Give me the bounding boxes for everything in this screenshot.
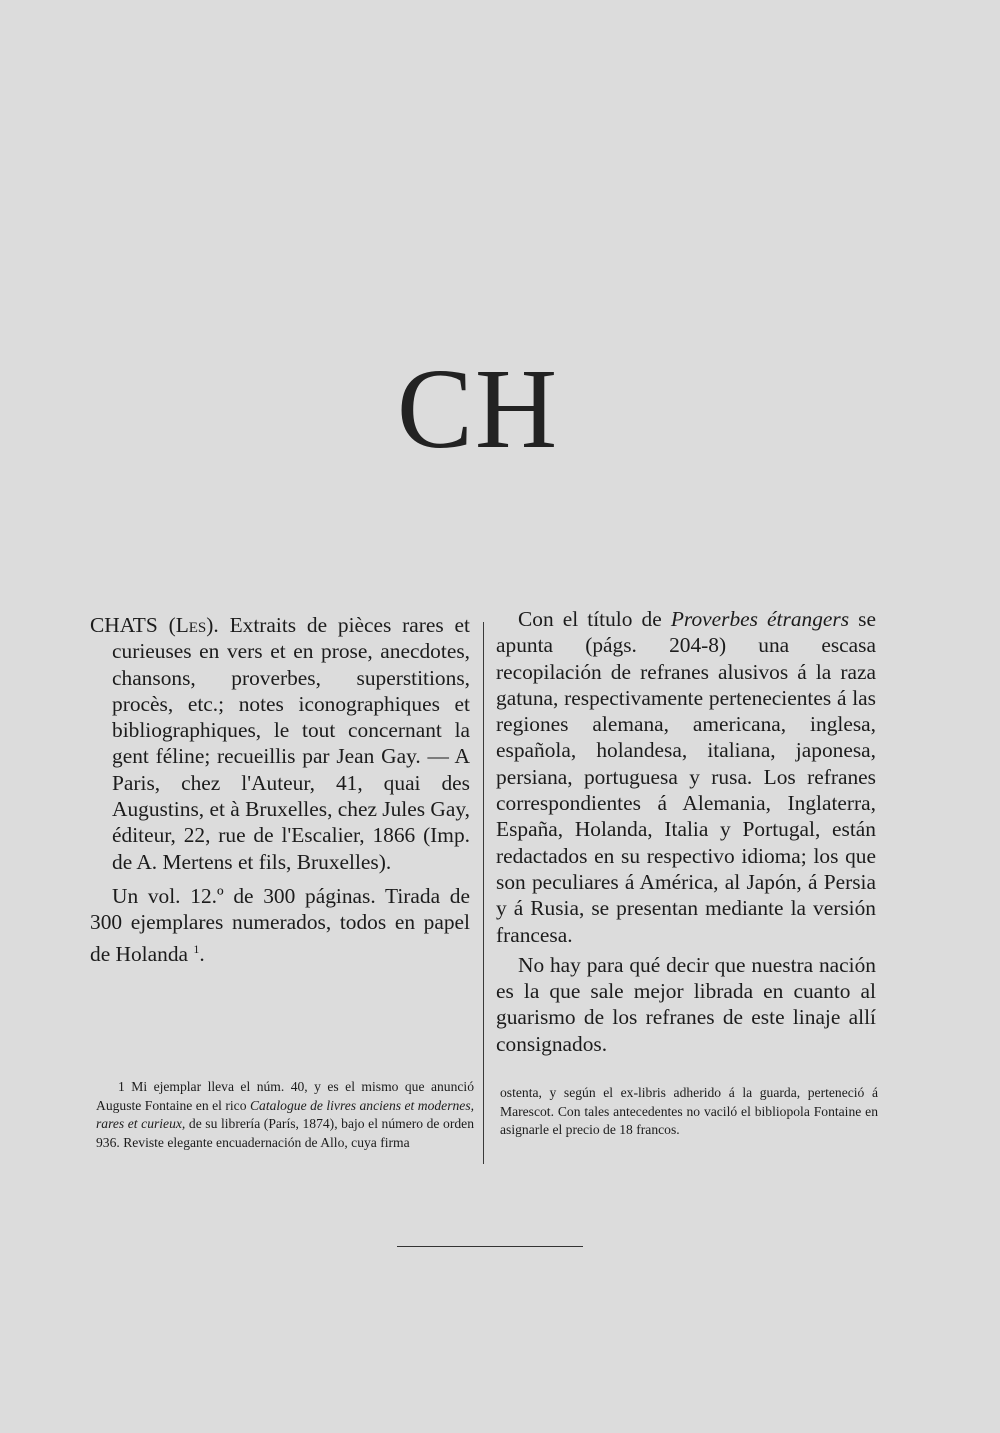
nation-paragraph: No hay para qué decir que nuestra nación es la que sale mejor librada en cuanto al guarismo de los refranes de este linaje allí consignados. [496,952,876,1056]
footnote-italic-title: Catalogue de livres anciens et modernes, rares et curieux, [96,1097,475,1132]
footnote-paragraph [96,1078,474,1153]
p1-rest: se apunta (págs. 204-8) una escasa recopilación de refranes alusivos á la raza gatuna, respectivamente pertenecientes á las regiones alemana, americana, inglesa, española, holandesa, italiana, japonesa, persiana, portuguesa y rusa. Los refranes correspondientes á Alemania, Inglaterra, España, Holanda, Italia y Portugal, están redactados en su respectivo idioma; los que son peculiares á América, al Japón, á Persia y á Rusia, se presentan mediante la versión francesa. [496,607,876,947]
footnote-continued: ostenta, y según el ex-libris adherido á la guarda, perteneció á Marescot. Con tales antecedentes no vaciló el bibliopola Fontaine en asignarle el precio de 18 francos. [500,1085,878,1138]
p1-italic-title: Proverbes étrangers [670,607,850,631]
bibliographic-entry [90,612,470,875]
p1-lead: Con el título de [518,607,662,631]
footnote-right [500,1084,878,1140]
bottom-rule [397,1246,583,1247]
column-divider [483,622,484,1164]
section-heading: CH [396,345,560,472]
footnote-number: 1 [118,1079,125,1094]
right-column [496,606,876,1057]
proverbs-paragraph [496,606,876,948]
footnote-ref: 1 [193,941,200,956]
entry-body: Extraits de pièces rares et curieuses en vers et en prose, anecdotes, chansons, proverbes, superstitions, procès, etc.; notes iconographiques et bibliographiques, le tout concernant la gent féline; recueillis par Jean Gay. — A Paris, chez l'Auteur, 41, quai des Augustins, et à Bruxelles, chez Jules Gay, éditeur, 22, rue de l'Escalier, 1866 (Imp. de A. Mertens et fils, Bruxelles). [112,613,471,874]
footnote-ref-mark: . [199,941,205,966]
entry-term: CHATS [90,613,158,637]
footnote-left [96,1078,474,1153]
footnote-text-2: de su librería (París, 1874), bajo el número de orden 936. Reviste elegante encuadernación de Allo, cuya firma [96,1116,474,1151]
entry-term-smallcaps: (Les). [168,613,219,637]
footnote-text-1: Mi ejemplar lleva el núm. 40, y es el mismo que anunció Auguste Fontaine en el rico [96,1079,474,1113]
edition-text: Un vol. 12.º de 300 páginas. Tirada de 300 ejemplares numerados, todos en papel de Holanda [90,883,470,966]
left-column [90,612,470,967]
edition-paragraph [90,883,470,967]
